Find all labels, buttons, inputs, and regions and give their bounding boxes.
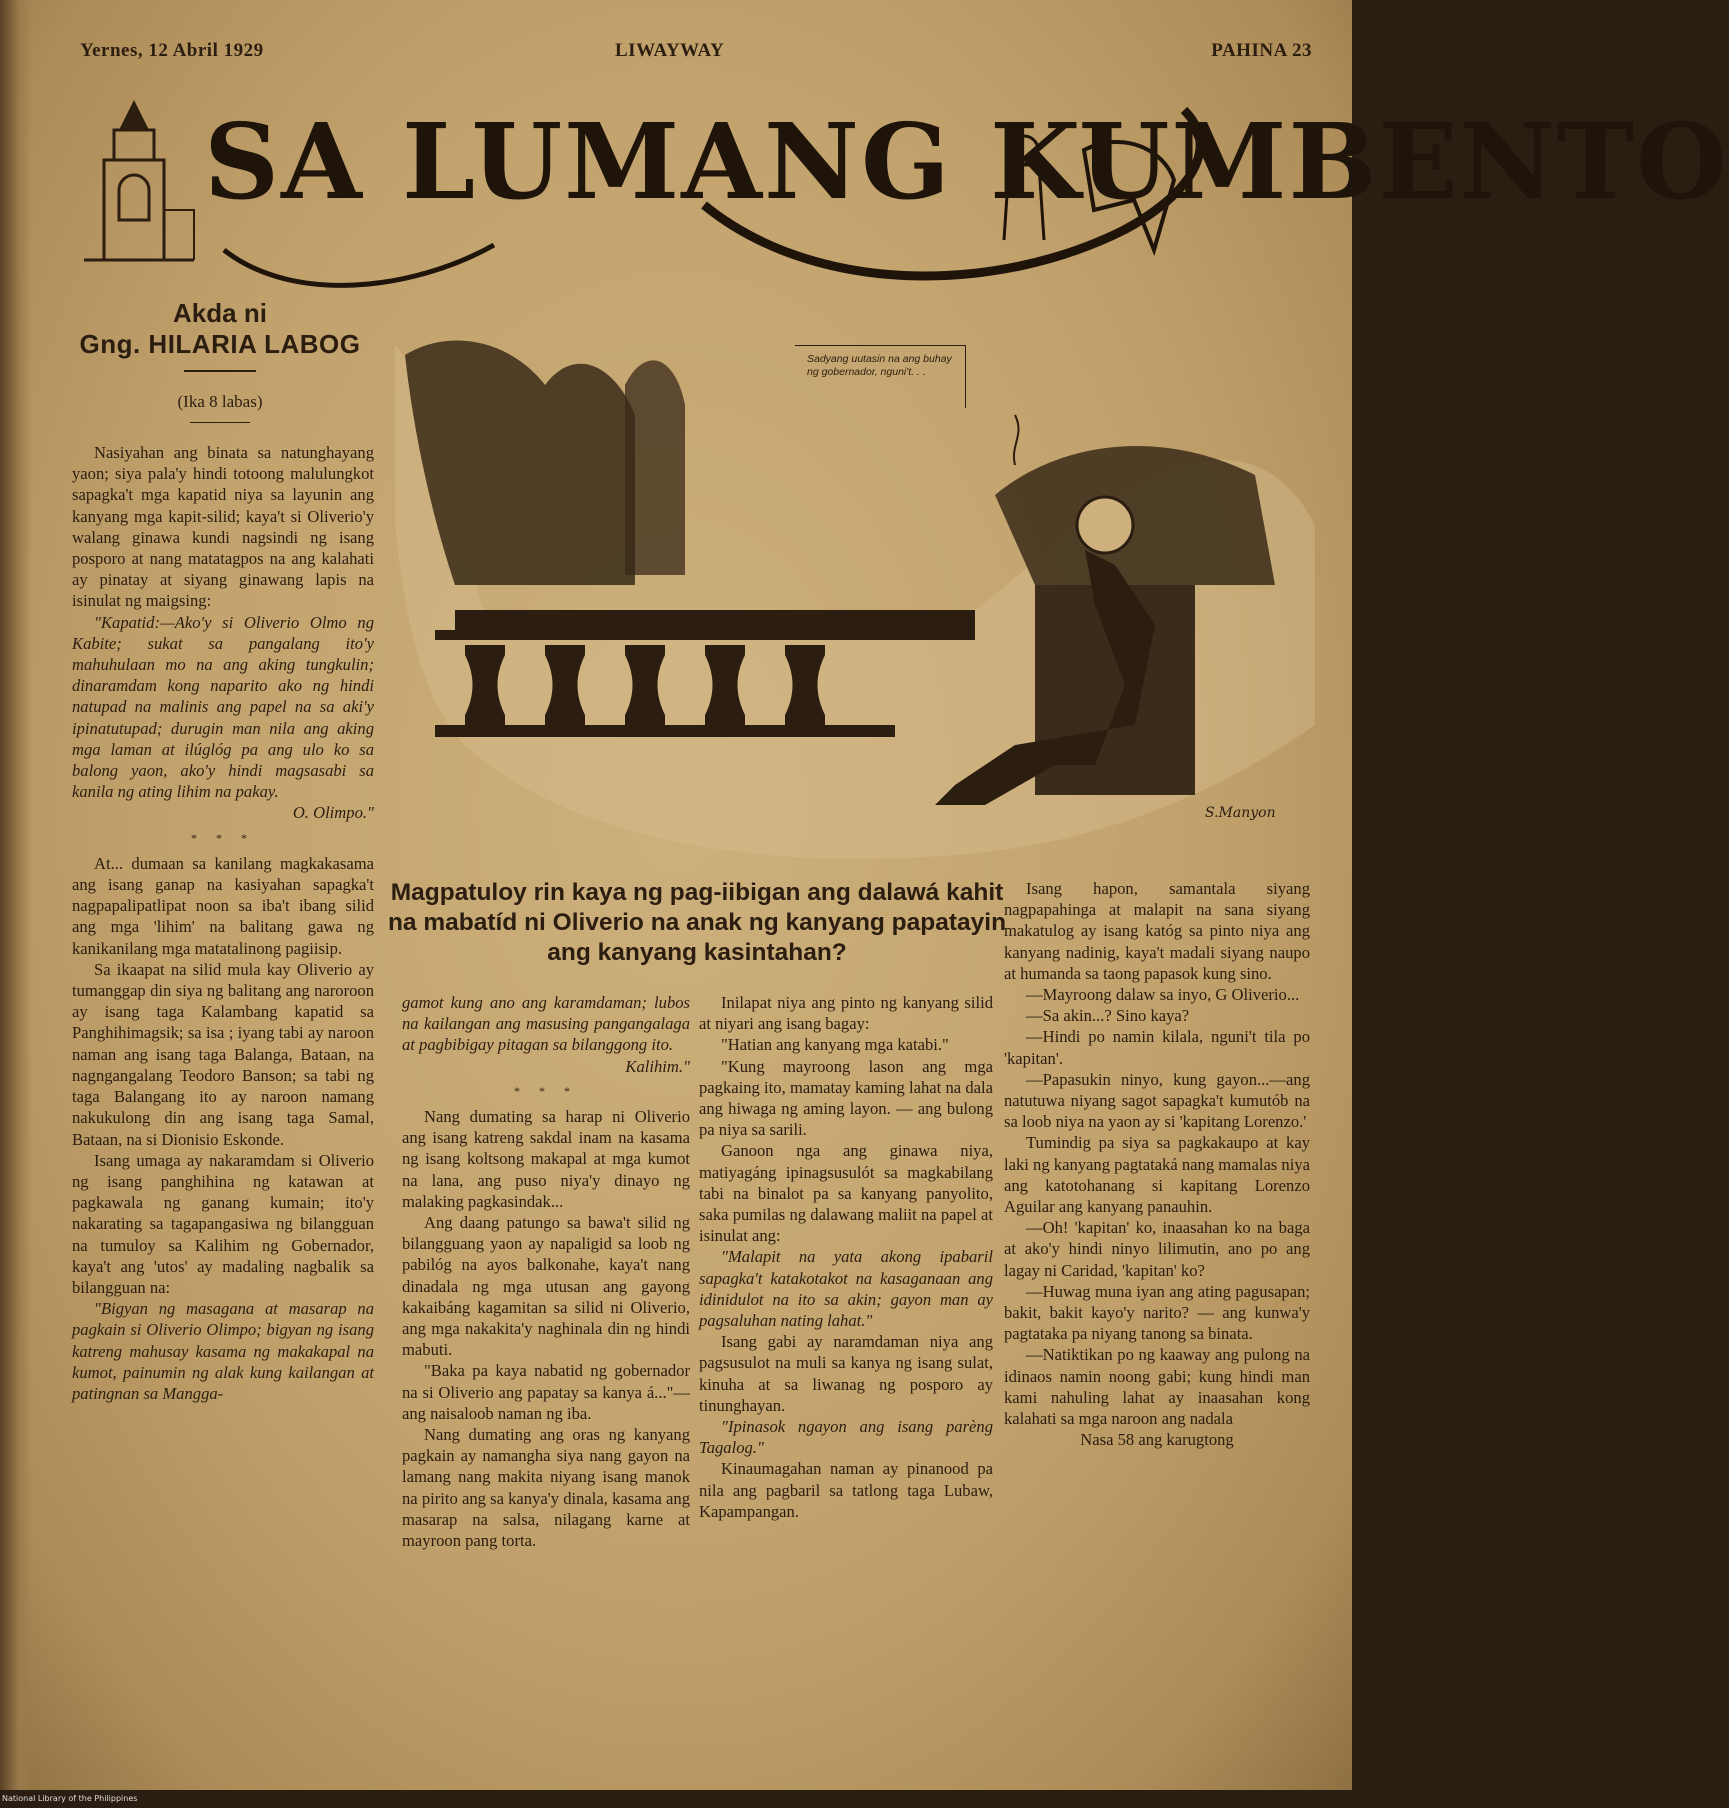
column-1 — [72, 442, 374, 1404]
running-head — [80, 40, 1312, 68]
section-break: * * * — [191, 830, 255, 845]
binding-edge — [0, 0, 32, 1790]
paragraph: —Sa akin...? Sino kaya? — [1026, 1006, 1190, 1026]
byline — [60, 298, 380, 423]
paragraph: "Hatian ang kanyang mga katabi." — [721, 1035, 949, 1055]
byline-rule — [184, 370, 256, 372]
paragraph: "Baka pa kaya nabatid ng gobernador na si Oliverio ang papatay sa kanya á..."—ang naisaloob naman ng iba. — [402, 1361, 690, 1423]
paragraph: Ang daang patungo sa bawa't silid ng bilangguang yaon ay napaligid sa loob ng pabilóg na ayos balkonahe, kaya't nang dinadala ng mga utusan ang gayong kakaibáng kagamitan sa silid ni Oliverio, ang mga nakakita'y naghinala din ng hindi mabuti. — [402, 1213, 690, 1360]
order-text-continued: gamot kung ano ang karamdaman; lubos na kailangan ang masusing pangangalaga at pagbibigay pitagan sa bilanggong ito. — [402, 993, 690, 1055]
order-text: "Bigyan ng masagana at masarap na pagkain si Oliverio Olimpo; bigyan ng isang katreng mahusay kasama ng makakapal na kumot, painumin ng alak kung kailangan at patingnan sa Mangga- — [72, 1299, 374, 1403]
paragraph: Isang hapon, samantala siyang nagpapahinga at malapit na sana siyang makatulog ay isang katóg sa pinto niya ang kanyang nadinig, kaya't madali siyang naupo at humanda sa taong papasok kung sino. — [1004, 879, 1310, 983]
paragraph: —Natiktikan po ng kaaway ang pulong na idinaos namin noong gabi; kung hindi man kami nahuling lahat ay inaasahan kong kalahati sa mga naroon ang nadala — [1004, 1345, 1310, 1429]
paragraph: Isang umaga ay nakaramdam si Oliverio ng isang panghihina ng katawan at pagkawala ng ganang kumain; ito'y nakarating sa tagapangasiwa ng bilangguan na tumuloy sa Kalihim ng Gobernador, kaya't ang 'utos' ay madaling nagbalik sa bilangguan na: — [72, 1150, 374, 1297]
paragraph: At... dumaan sa kanilang magkakasama ang isang ganap na kasiyahan sapagka't nagpapalipatlipat noon sa iba't ibang silid ang mga 'lihim' na balitang gawa ng kanikanilang mga matatalinong pagiisip. — [72, 853, 374, 958]
paragraph: Tumindig pa siya sa pagkakaupo at kay laki ng kanyang pagtataká nang mamalas niya ang katotohanang si kapitang Lorenzo Aguilar ang kanyang panauhin. — [1004, 1133, 1310, 1217]
paragraph: Nang dumating ang oras ng kanyang pagkain ay namangha siya nang gayon na lamang nang makita niyang isang manok na pirito ang sa kanya'y dinala, kasama ang masarap na salsa, nilagang karne at mayroon pang torta. — [402, 1425, 690, 1551]
masthead — [84, 80, 1729, 300]
horse-rider-icon — [984, 120, 1184, 270]
note-text: "Malapit na yata akong ipabaril sapagka't katakotakot na kasaganaan ang idinidulot na ito sa akin; gayon man ay pagsaluhan nating lahat." — [699, 1247, 993, 1331]
author-prefix: Akda ni — [173, 298, 267, 328]
story-headline: Magpatuloy rin kaya ng pag-iibigan ang dalawá kahit na mabatíd ni Oliverio na anak ng kanyang papatayin ang kanyang kasintahan? — [387, 879, 1007, 966]
paragraph: —Hindi po namin kilala, nguni't tila po 'kapitan'. — [1004, 1027, 1310, 1068]
story-title: SA LUMANG KUMBENTO — [204, 100, 1729, 223]
column-4 — [1004, 878, 1310, 1450]
artist-signature: S.Manyon — [1205, 805, 1276, 821]
issue-date: Yernes, 12 Abril 1929 — [80, 40, 264, 61]
archive-footer: National Library of the Philippines — [2, 1794, 138, 1803]
paragraph: Inilapat niya ang pinto ng kanyang silid at niyari ang isang bagay: — [699, 993, 993, 1034]
continued-note: Nasa 58 ang karugtong — [1080, 1430, 1234, 1450]
paragraph: Isang gabi ay naramdaman niya ang pagsusulot na muli sa kanya ng isang sulat, kinuha at sa liwanag ng posporo ay tinunghayan. — [699, 1332, 993, 1415]
page-number: PAHINA 23 — [1211, 40, 1312, 61]
paragraph: —Oh! 'kapitan' ko, inaasahan ko na baga at ako'y hindi ninyo lilimutin, ano po ang lagay ni Caridad, 'kapitan' ko? — [1004, 1218, 1310, 1280]
installment-rule — [190, 422, 250, 423]
paragraph: Ganoon nga ang ginawa niya, matiyagáng ipinagsusulót sa magkabilang tabi na binalot pa sa kanyang panyolito, saka pumilas ng dalawang maliit na papel at isinulat ang: — [699, 1141, 993, 1246]
magazine-name: LIWAYWAY — [615, 40, 725, 61]
section-break: * * * — [514, 1083, 578, 1098]
letter-signature: O. Olimpo." — [292, 803, 374, 823]
column-2 — [402, 992, 690, 1551]
column-3 — [699, 992, 993, 1522]
author-name: Gng. HILARIA LABOG — [79, 329, 361, 359]
order-signature: Kalihim." — [625, 1056, 690, 1076]
caption-text: Sadyang uutasin na ang buhay ng gobernador, nguni't. . . — [807, 353, 952, 378]
paragraph: —Huwag muna iyan ang ating pagusapan; bakit, bakit kayo'y narito? — ang kunwa'y pagtataka pa niyang tanong sa binata. — [1004, 1281, 1310, 1344]
letter-text: "Kapatid:—Ako'y si Oliverio Olmo ng Kabite; sukat sa pangalang ito'y mahuhulaan mo na ang aking tungkulin; dinaramdam kong naparito ako ng hindi natupad na malinis ang papel na sa aki'y ipinatutupad; durugin man nila ang aking mga laman at ilúglóg pa ang ulo ko sa balong yaon, ako'y hindi magsasabi sa kanila ng ating lihim na pakay. — [72, 612, 374, 802]
paragraph: Sa ikaapat na silid mula kay Oliverio ay tumanggap din siya ng balitang ang naroroon ay isang taga Kalambang kapatid sa Panghihimagsik; sa isa ; iyang tabi ay naroon naman ang isang taga Balanga, Bataan, na nagngangalang Teodoro Banson; sa tabi ng taga Balangang ito ay naroon namang nakukulong din ang isang taga Samal, Bataan, na si Dionisio Eskonde. — [72, 959, 374, 1149]
paragraph: —Mayroong dalaw sa inyo, G Oliverio... — [1026, 985, 1300, 1005]
paragraph: —Papasukin ninyo, kung gayon...—ang natutuwa niyang sagot sapagka't kumutób na sa loob niya na yaon ay si 'kapitang Lorenzo.' — [1004, 1069, 1310, 1132]
illustration-caption — [795, 345, 965, 407]
paragraph: Nang dumating sa harap ni Oliverio ang isang katreng sakdal inam na kasama ng isang koltsong makapal at mga kumot na lana, ang puso niya'y dinayo ng malaking pagkasindak... — [402, 1107, 690, 1211]
paragraph: Nasiyahan ang binata sa natunghayang yaon; siya pala'y hindi totoong malulungkot sapagka't mga kapatid niya sa layunin ang kanyang mga kapit-silid; kaya't si Oliverio'y walang ginawa kundi nagsindi ng isang posporo at nang matatagpos na ang kalahati ay pinatay at siyang ginawang lapis na isinulat ng maigsing: — [72, 443, 374, 611]
paragraph: "Kung mayroong lason ang mga pagkaing ito, mamatay kaming lahat na dala ang hiwaga ng aming layon. — ang bulong pa niya sa sarili. — [699, 1056, 993, 1140]
paragraph: Kinaumagahan naman ay pinanood pa nila ang pagbaril sa tatlong taga Lubaw, Kapampangan. — [699, 1459, 993, 1521]
installment-label: (Ika 8 labas) — [177, 392, 263, 411]
note-text: "Ipinasok ngayon ang isang parèng Tagalog." — [699, 1417, 993, 1458]
